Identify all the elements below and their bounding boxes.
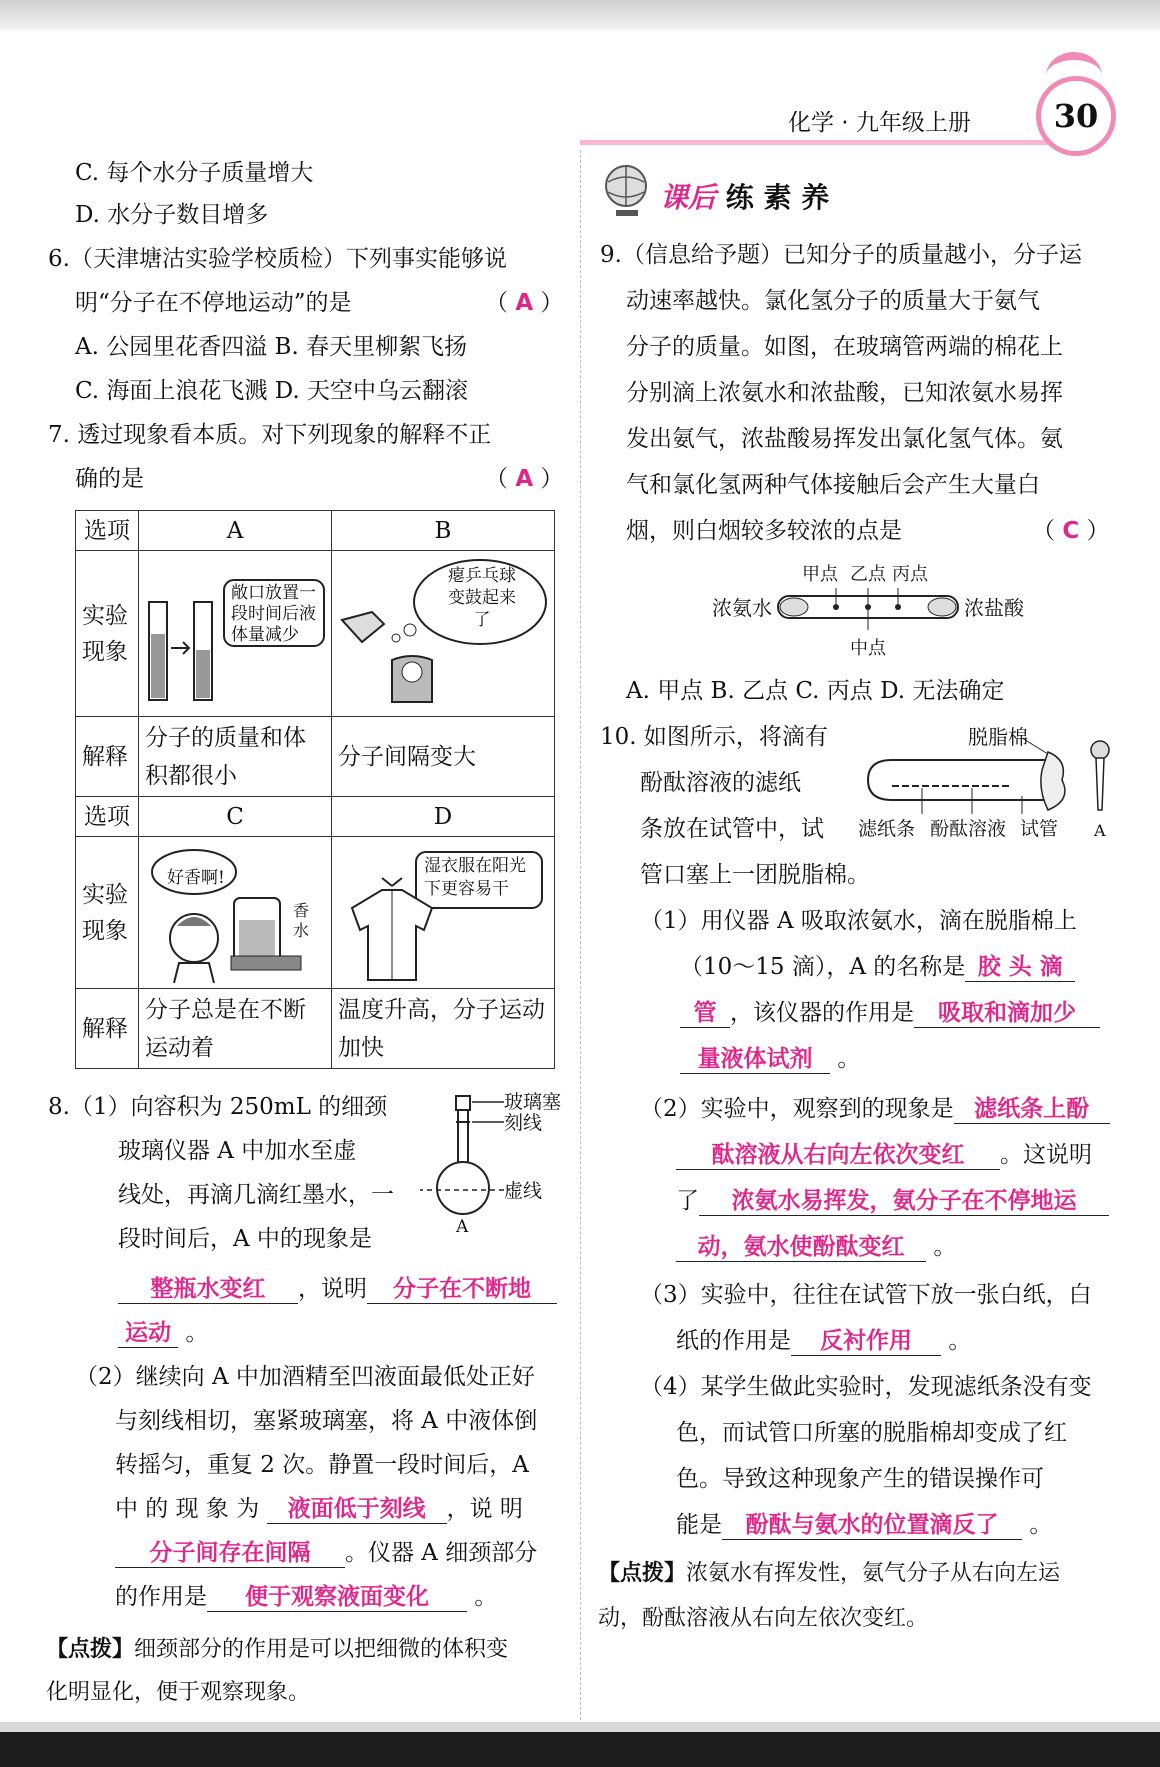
- cell-d-figure: [332, 837, 555, 989]
- q8-2-line-5: [115, 1538, 537, 1568]
- q9-answer: （ C ）: [1032, 518, 1110, 544]
- q8-text-shows: ，说明: [298, 1276, 367, 1302]
- q10-period-1: 。: [837, 1046, 861, 1072]
- q10-blank-3a: 滤纸条上酚: [954, 1095, 1110, 1124]
- q10-blank-1b: 管: [680, 999, 730, 1028]
- cell-a-figure: [139, 551, 332, 717]
- glass-tube-figure: [776, 586, 962, 632]
- q6-options-ab: A. 公园里花香四溢 B. 春天里柳絮飞扬: [75, 334, 468, 360]
- q8-answer-line-2: [118, 1318, 208, 1348]
- cell-b-figure: [332, 551, 555, 717]
- fig10-label-a: A: [1094, 821, 1106, 840]
- tube-point-2: 乙点: [850, 564, 886, 585]
- q6-answer-value: A: [515, 290, 534, 316]
- q10-blank-2a: 吸取和滴加少: [914, 999, 1100, 1028]
- table-header-b: B: [332, 511, 555, 551]
- row-label-explain-2: 解释: [76, 989, 139, 1069]
- q10-blank-1a: 胶 头 滴: [965, 953, 1075, 982]
- q8-2-text-4b: ，说 明: [446, 1496, 523, 1522]
- right-tip-text-1: 浓氨水有挥发性，氨气分子从右向左运: [686, 1561, 1061, 1586]
- left-tip-label: 【点拨】: [46, 1636, 135, 1662]
- cell-c-figure: [139, 837, 332, 989]
- row-label-phenomenon: 实验现象: [76, 551, 139, 717]
- q10-stem-4: 管口塞上一团脱脂棉。: [640, 862, 870, 888]
- tube-label-left: 浓氨水: [712, 596, 772, 620]
- q6-answer: （ A ）: [485, 290, 564, 316]
- q10-2-text-1: （2）实验中，观察到的现象是: [640, 1096, 954, 1122]
- q10-blank-4a: 浓氨水易挥发，氨分子在不停地运: [699, 1187, 1109, 1216]
- tube-point-1: 甲点: [802, 564, 838, 585]
- q10-blank-5: 反衬作用: [791, 1327, 941, 1356]
- q10-2-text-3: 了: [676, 1188, 699, 1214]
- tube-label-right: 浓盐酸: [964, 596, 1024, 620]
- q10-1-line-4: [680, 1044, 860, 1074]
- flask-label-a: A: [456, 1217, 469, 1237]
- q9-answer-value: C: [1062, 518, 1080, 544]
- q10-blank-2b: 量液体试剂: [680, 1045, 830, 1074]
- q6-stem-2-text: 明“分子在不停地运动”的是: [75, 290, 352, 316]
- q10-2-line-1: [640, 1094, 1110, 1124]
- q8-stem-3: 线处，再滴几滴红墨水，一: [118, 1182, 394, 1208]
- cell-a-explain: 分子的质量和体积都很小: [139, 717, 332, 797]
- q10-1-line-1: （1）用仪器 A 吸取浓氨水，滴在脱脂棉上: [640, 908, 1077, 934]
- q6-stem-2: [75, 288, 352, 318]
- row-label-explain-1: 解释: [76, 717, 139, 797]
- q10-blank-6: 酚酞与氨水的位置滴反了: [722, 1511, 1022, 1540]
- section-title-a: 课后: [660, 181, 717, 214]
- tube-point-3: 丙点: [892, 564, 928, 585]
- q10-period-4: 。: [1029, 1512, 1053, 1538]
- q5-option-d: D. 水分子数目增多: [75, 202, 269, 228]
- bubble-a: 敞口放置一段时间后液体量减少: [231, 583, 316, 645]
- table-header-option: 选项: [76, 511, 139, 551]
- fig10-label-cotton: 脱脂棉: [968, 725, 1028, 749]
- table-header-d: D: [332, 797, 555, 837]
- q8-blank-3: 运动: [118, 1319, 178, 1348]
- left-tip-line-1: [46, 1634, 508, 1665]
- table-header-a: A: [139, 511, 332, 551]
- page-number: 30: [1036, 76, 1116, 156]
- q10-4-line-4: [676, 1510, 1052, 1540]
- section-title: [660, 176, 829, 216]
- fig10-label-strip: 滤纸条: [858, 818, 916, 840]
- q9-stem-3: 分子的质量。如图，在玻璃管两端的棉花上: [626, 334, 1063, 360]
- q9-stem-6: 气和氯化氢两种气体接触后会产生大量白: [626, 472, 1040, 498]
- q8-2-text-6a: 的作用是: [115, 1584, 207, 1610]
- left-tip-line-2: 化明显化，便于观察现象。: [46, 1680, 311, 1705]
- fig10-label-tube: 试管: [1020, 818, 1059, 840]
- q10-2-line-4: [676, 1232, 956, 1262]
- table-header-c: C: [139, 797, 332, 837]
- q7-table: [75, 510, 555, 1069]
- q8-period-2: 。: [474, 1584, 498, 1610]
- q9-stem-4: 分别滴上浓氨水和浓盐酸，已知浓氨水易挥: [626, 380, 1063, 406]
- q10-3-line-1: （3）实验中，往往在试管下放一张白纸，白: [640, 1282, 1092, 1308]
- q8-period-1: 。: [185, 1320, 209, 1346]
- q10-period-3: 。: [948, 1328, 972, 1354]
- q8-blank-5: 分子间存在间隔: [115, 1539, 345, 1568]
- q8-stem-2: 玻璃仪器 A 中加水至虚: [118, 1138, 357, 1164]
- q10-1-line-2: [680, 952, 1075, 982]
- bubble-d: 湿衣服在阳光下更容易干: [424, 856, 526, 899]
- tube-midpoint: 中点: [850, 638, 886, 659]
- bottom-stripe: [0, 1722, 1160, 1732]
- q9-stem-5: 发出氨气，浓盐酸易挥发出氯化氢气体。氨: [626, 426, 1063, 452]
- q10-4-line-3: 色。导致这种现象产生的错误操作可: [676, 1466, 1044, 1492]
- q7-answer-value: A: [515, 466, 534, 492]
- q7-answer: （ A ）: [485, 466, 564, 492]
- q8-blank-6: 便于观察液面变化: [207, 1583, 467, 1612]
- q10-blank-4b: 动，氨水使酚酞变红: [676, 1233, 926, 1262]
- q10-2-line-2: [676, 1140, 1092, 1170]
- q10-2-line-3: [676, 1186, 1109, 1216]
- q7-stem-2: 确的是: [75, 466, 144, 492]
- q8-blank-1: 整瓶水变红: [118, 1275, 298, 1304]
- right-tip-line-2: 动，酚酞溶液从右向左依次变红。: [598, 1606, 929, 1631]
- q8-2-line-4: [115, 1494, 523, 1524]
- q8-2-line-3: 转摇匀，重复 2 次。静置一段时间后，A: [115, 1452, 529, 1478]
- q10-3-line-2: [676, 1326, 971, 1356]
- q10-4-text-4: 能是: [676, 1512, 722, 1538]
- bubble-c: 好香啊!: [167, 868, 225, 888]
- cell-d-explain: 温度升高，分子运动加快: [332, 989, 555, 1069]
- q9-stem-7: 烟，则白烟较多较浓的点是: [626, 518, 902, 544]
- cell-c-explain: 分子总是在不断运动着: [139, 989, 332, 1069]
- column-divider: [580, 150, 581, 1720]
- header-rule: [580, 140, 1050, 145]
- q9-stem-2: 动速率越快。氯化氢分子的质量大于氨气: [626, 288, 1040, 314]
- q9-stem-1: 9.（信息给予题）已知分子的质量越小，分子运: [600, 242, 1082, 268]
- section-title-b: 练 素 养: [725, 181, 830, 214]
- q10-stem-3: 条放在试管中，试: [640, 816, 824, 842]
- q6-stem-1: 6.（天津塘沽实验学校质检）下列事实能够说: [48, 246, 507, 272]
- q8-blank-4: 液面低于刻线: [267, 1495, 447, 1524]
- row-label-phenomenon-2: 实验现象: [76, 837, 139, 989]
- q10-4-line-2: 色，而试管口所塞的脱脂棉却变成了红: [676, 1420, 1067, 1446]
- q10-stem-2: 酚酞溶液的滤纸: [640, 770, 801, 796]
- right-tip-label: 【点拨】: [598, 1560, 687, 1586]
- q8-2-text-4a: 中 的 现 象 为: [115, 1496, 260, 1522]
- q8-stem-1: 8.（1）向容积为 250mL 的细颈: [48, 1094, 388, 1120]
- q10-4-line-1: （4）某学生做此实验时，发现滤纸条没有变: [640, 1374, 1092, 1400]
- fig10-label-solution: 酚酞溶液: [930, 818, 1007, 840]
- q8-2-text-5b: 。仪器 A 细颈部分: [345, 1540, 538, 1566]
- top-edge: [0, 0, 1160, 30]
- left-tip-text-1: 细颈部分的作用是可以把细微的体积变: [134, 1637, 509, 1662]
- q10-period-2: 。: [933, 1234, 957, 1260]
- q10-3-text-2: 纸的作用是: [676, 1328, 791, 1354]
- bottom-edge: [0, 1732, 1160, 1767]
- q10-2-text-2: 。这说明: [1000, 1142, 1092, 1168]
- q10-1-text-3: ，该仪器的作用是: [730, 1000, 914, 1026]
- q10-blank-3b: 酞溶液从右向左依次变红: [676, 1141, 1000, 1170]
- flask-label-stopper: 玻璃塞: [504, 1091, 562, 1113]
- globe-icon: [598, 160, 656, 220]
- q8-stem-4: 段时间后，A 中的现象是: [118, 1226, 372, 1252]
- header-title: 化学 · 九年级上册: [788, 110, 971, 136]
- q10-1-line-3: [680, 998, 1100, 1028]
- flask-label-mark: 刻线: [504, 1112, 543, 1134]
- bubble-b: 瘪乒乓球变鼓起来了: [448, 566, 516, 630]
- q10-stem-1: 10. 如图所示，将滴有: [600, 724, 828, 750]
- q8-answer-line-1: [118, 1274, 557, 1304]
- right-tip-line-1: [598, 1558, 1060, 1589]
- q7-stem-1: 7. 透过现象看本质。对下列现象的解释不正: [48, 422, 492, 448]
- q8-2-line-2: 与刻线相切，塞紧玻璃塞，将 A 中液体倒: [115, 1408, 538, 1434]
- flask-label-dashed: 虚线: [504, 1180, 543, 1202]
- q10-1-text-2: （10～15 滴），A 的名称是: [680, 954, 966, 980]
- q8-2-line-1: （2）继续向 A 中加酒精至凹液面最低处正好: [75, 1364, 535, 1390]
- perfume-label: 香水: [293, 901, 310, 940]
- q5-option-c: C. 每个水分子质量增大: [75, 160, 314, 186]
- q8-blank-2: 分子在不断地: [367, 1275, 557, 1304]
- q6-options-cd: C. 海面上浪花飞溅 D. 天空中乌云翻滚: [75, 378, 468, 404]
- table-header-option-2: 选项: [76, 797, 139, 837]
- cell-b-explain: 分子间隔变大: [332, 717, 555, 797]
- q9-options: A. 甲点 B. 乙点 C. 丙点 D. 无法确定: [626, 678, 1005, 704]
- q8-2-line-6: [115, 1582, 497, 1612]
